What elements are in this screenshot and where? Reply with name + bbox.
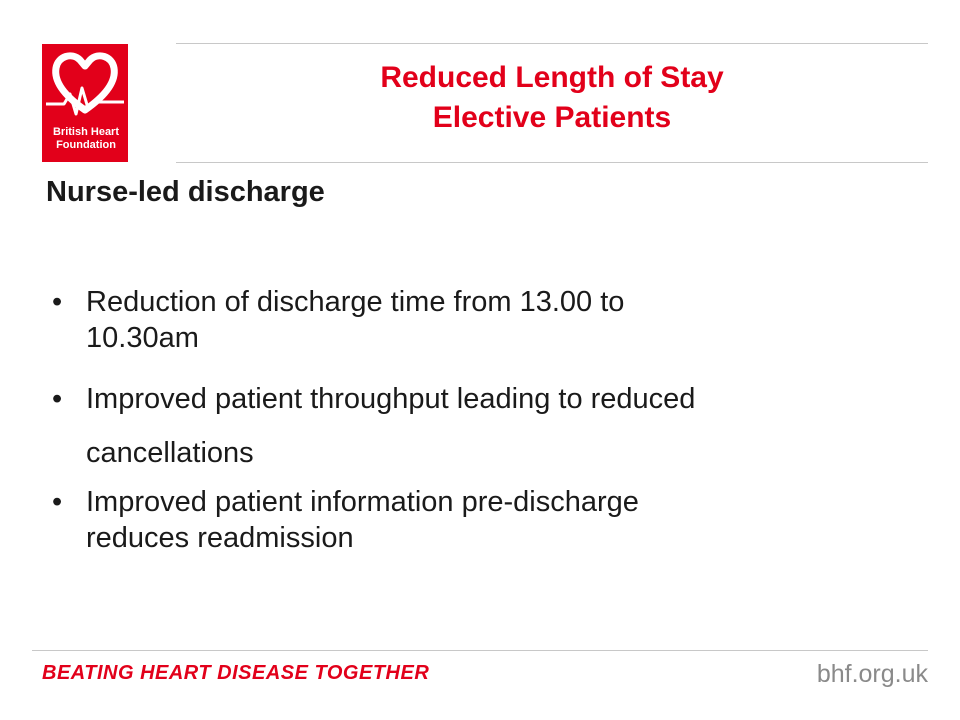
bullet-item (48, 372, 908, 480)
bullet-dot: • (52, 286, 63, 318)
slide-title (176, 58, 928, 138)
logo-text (46, 126, 126, 152)
logo-text-line2: Foundation (56, 139, 116, 151)
bullet-line: Reduction of discharge time from 13.00 to (86, 286, 625, 318)
bullet-line: reduces readmission (86, 522, 354, 554)
bullet-list (48, 284, 908, 556)
bullet-line: cancellations (86, 437, 254, 469)
bullet-line: 10.30am (86, 322, 199, 354)
section-heading: Nurse-led discharge (46, 176, 325, 208)
title-bottom-rule (176, 162, 928, 163)
bhf-logo (42, 44, 128, 162)
bullet-item (48, 484, 908, 556)
logo-text-line1: British Heart (52, 126, 120, 138)
bullet-dot: • (52, 486, 63, 518)
bullet-line: Improved patient throughput leading to reduced (86, 383, 696, 415)
footer-url[interactable]: bhf.org.uk (816, 660, 928, 688)
bullet-dot: • (52, 383, 63, 415)
title-line2: Elective Patients (432, 101, 672, 134)
footer-slogan: BEATING HEART DISEASE TOGETHER (42, 662, 430, 684)
top-rule (176, 43, 928, 44)
bullet-line: Improved patient information pre-discharge (86, 486, 639, 518)
title-line1: Reduced Length of Stay (380, 61, 724, 94)
footer-rule (32, 650, 928, 651)
bullet-item (48, 284, 908, 356)
heart-icon (42, 44, 128, 126)
